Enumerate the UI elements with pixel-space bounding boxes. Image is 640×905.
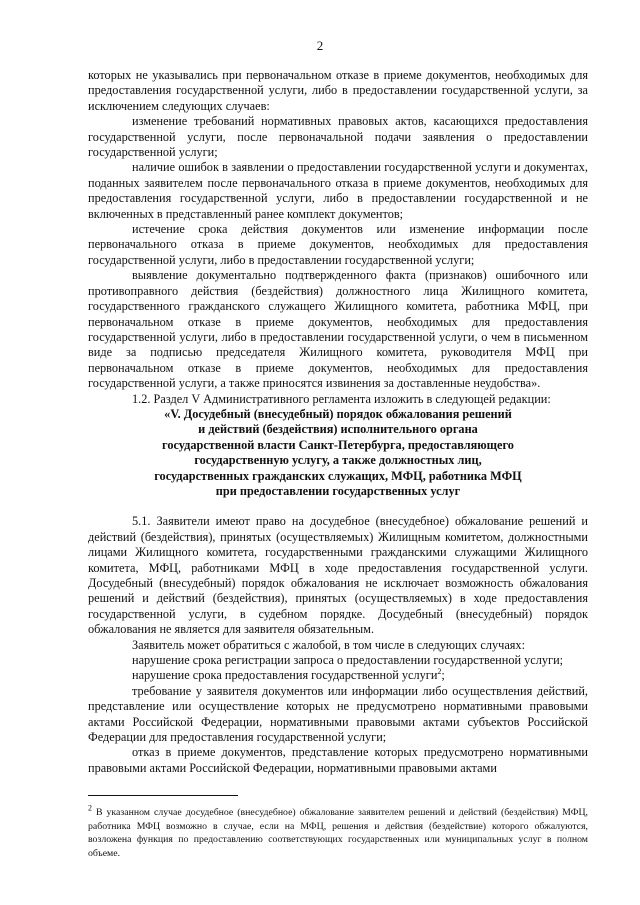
section-title-line: государственных гражданских служащих, МФЦ, работника МФЦ (154, 468, 522, 483)
footnote-body: В указанном случае досудебное (внесудебное) обжалование заявителем решений и действий (бездействия) МФЦ, работника МФЦ возможно в случае, если на МФЦ, решения и действия (бездействие) которого обжалуются, возложена функция по предоставлению соответствующих государственных или муниципальных услуг в полном объеме. (88, 807, 588, 859)
paragraph-term-text: нарушение срока предоставления государственной услуги (132, 668, 438, 683)
footnote-text (88, 803, 588, 860)
footnote-divider (88, 795, 238, 796)
paragraph-continuation: которых не указывались при первоначальном отказе в приеме документов, необходимых для предоставления государственной услуги, либо в предоставлении государственной услуги, за исключением следующих случаев: (88, 68, 588, 113)
paragraph-case-1: изменение требований нормативных правовых актов, касающихся предоставления государственной услуги, после первоначальной подачи заявления о предоставлении государственной услуги; (88, 114, 588, 160)
paragraph-5-1: 5.1. Заявители имеют право на досудебное (внесудебное) обжалование решений и действий (бездействия), принятых (осуществляемых) Жилищным комитетом, должностными лицами Жилищного комитета, государственными гражданскими служащими Жилищного комитета, МФЦ, работниками МФЦ в ходе предоставления государственной услуги. Досудебный (внесудебный) порядок обжалования не исключает возможность обжалования решений и действий (бездействия), принятых (осуществляемых) в ходе предоставления государственной услуги, в судебном порядке. Досудебный (внесудебный) порядок обжалования не является для заявителя обязательным. (88, 514, 588, 637)
document-body (88, 68, 588, 776)
section-title-line: государственной власти Санкт-Петербурга, предоставляющего (162, 437, 514, 452)
paragraph-1-2: 1.2. Раздел V Административного регламента изложить в следующей редакции: (132, 391, 551, 406)
section-title-line: «V. Досудебный (внесудебный) порядок обжалования решений (164, 406, 512, 421)
section-title (88, 407, 588, 499)
section-title-line: и действий (бездействия) исполнительного органа (198, 422, 478, 437)
paragraph-case-2: наличие ошибок в заявлении о предоставлении государственной услуги и документах, поданных заявителем после первоначального отказа в приеме документов, необходимых для предоставления государственной услуги, либо в предоставлении государственной и не включенных в представленный ранее комплект документов; (88, 160, 588, 221)
footnote-reference: 2 (437, 667, 442, 677)
paragraph-term (88, 668, 588, 683)
footnote (88, 803, 588, 860)
paragraph-registration: нарушение срока регистрации запроса о предоставлении государственной услуги; (132, 653, 564, 668)
paragraph-case-3: истечение срока действия документов или изменение информации после первоначального отказа в приеме документов, необходимых для предоставления государственной услуги, либо в предоставлении государственной услуги; (88, 222, 588, 267)
page-number: 2 (316, 38, 324, 53)
section-title-line: при предоставлении государственных услуг (215, 483, 461, 498)
paragraph-case-4: выявление документально подтвержденного факта (признаков) ошибочного или противоправного действия (бездействия) должностного лица Жилищного комитета, государственного гражданского служащего Жилищного комитета, работника МФЦ, при первоначальном отказе в приеме документов, необходимых для предоставления государственной услуги, либо в предоставлении государственной услуги, о чем в письменном виде за подписью председателя Жилищного комитета, руководителя МФЦ при первоначальном отказе в приеме документов, необходимых для предоставления государственной услуги, а также приносятся извинения за доставленные неудобства». (88, 268, 588, 391)
paragraph-term-tail: ; (441, 668, 445, 683)
paragraph-complaint: Заявитель может обратиться с жалобой, в том числе в следующих случаях: (132, 637, 526, 652)
footnote-mark: 2 (88, 803, 92, 813)
paragraph-refusal: отказ в приеме документов, представление которых предусмотрено нормативными правовыми актами Российской Федерации, нормативными правовыми актами (88, 745, 588, 775)
section-title-line: государственную услугу, а также должностных лиц, (194, 453, 482, 468)
paragraph-requirement: требование у заявителя документов или информации либо осуществления действий, представление или осуществление которых не предусмотрено нормативными правовыми актами Российской Федерации, нормативными правовыми актами субъектов Российской Федерации для предоставления государственной услуги; (88, 683, 588, 745)
